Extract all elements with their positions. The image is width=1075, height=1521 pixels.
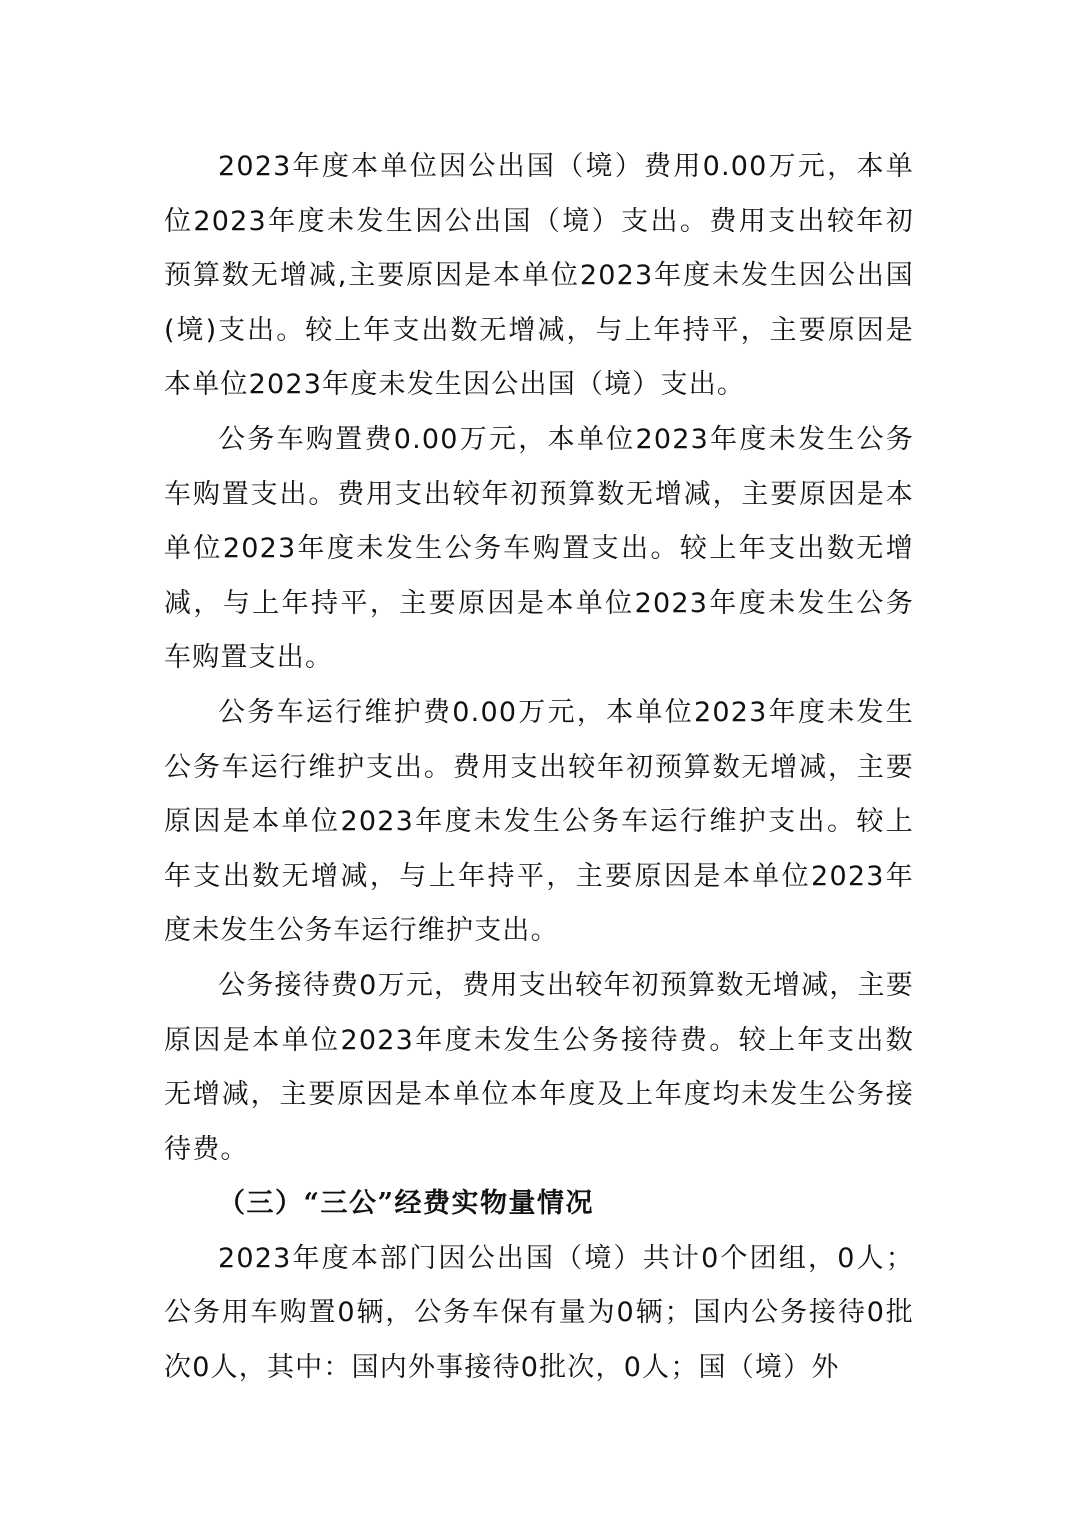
paragraph-physical-quantities: 2023年度本部门因公出国（境）共计0个团组，0人；公务用车购置0辆，公务车保有量为0辆；国内公务接待0批次0人，其中：国内外事接待0批次，0人；国（境）外 <box>164 1242 914 1384</box>
paragraph-overseas-travel: 2023年度本单位因公出国（境）费用0.00万元，本单位2023年度未发生因公出国（境）支出。费用支出较年初预算数无增减,主要原因是本单位2023年度未发生因公出国(境)支出。较上年支出数无增减，与上年持平，主要原因是本单位2023年度未发生因公出国（境）支出。 <box>164 151 914 401</box>
section-heading: （三）“三公”经费实物量情况 <box>218 1188 595 1220</box>
document-body <box>164 140 914 1396</box>
paragraph-vehicle-purchase: 公务车购置费0.00万元，本单位2023年度未发生公务车购置支出。费用支出较年初预算数无增减，主要原因是本单位2023年度未发生公务车购置支出。较上年支出数无增减，与上年持平，主要原因是本单位2023年度未发生公务车购置支出。 <box>164 423 914 674</box>
paragraph-official-reception: 公务接待费0万元，费用支出较年初预算数无增减，主要原因是本单位2023年度未发生公务接待费。较上年支出数无增减，主要原因是本单位本年度及上年度均未发生公务接待费。 <box>164 969 914 1165</box>
paragraph-vehicle-maintenance: 公务车运行维护费0.00万元，本单位2023年度未发生公务车运行维护支出。费用支出较年初预算数无增减，主要原因是本单位2023年度未发生公务车运行维护支出。较上年支出数无增减，与上年持平，主要原因是本单位2023年度未发生公务车运行维护支出。 <box>164 696 914 947</box>
